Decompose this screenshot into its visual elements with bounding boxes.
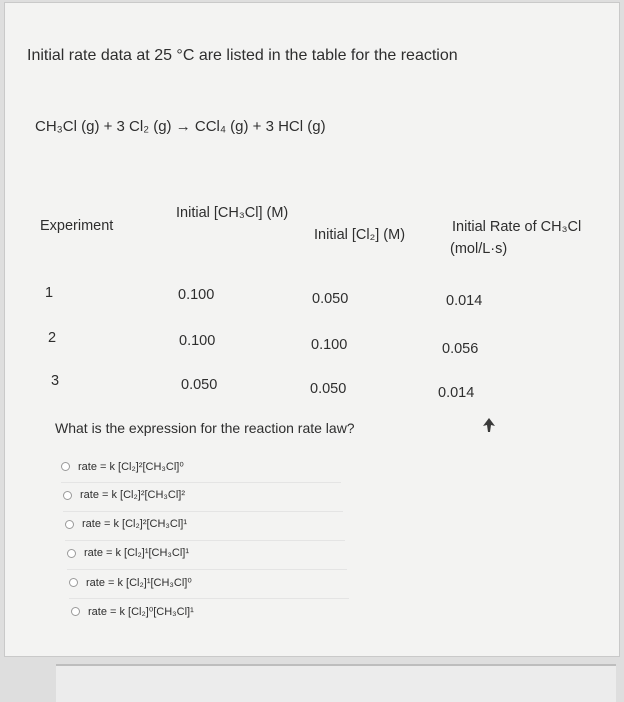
table-row-1-ch3cl: 0.100 (178, 287, 215, 303)
table-row-1-experiment: 1 (45, 285, 54, 301)
table-row-1-rate: 0.014 (446, 293, 483, 309)
header-cl2: Initial [Cl₂] (M) (314, 227, 406, 243)
mouse-pointer-icon (483, 418, 495, 432)
option-divider (61, 482, 341, 483)
option-6[interactable] (71, 605, 194, 618)
option-2[interactable] (63, 489, 185, 501)
problem-intro: Initial rate data at 25 °C are listed in the table for the reaction (27, 47, 458, 64)
radio-button-icon[interactable] (61, 462, 70, 471)
option-2-label: rate = k [Cl₂]²[CH₃Cl]² (80, 489, 186, 501)
header-ch3cl: Initial [CH₃Cl] (M) (176, 205, 289, 221)
radio-button-icon[interactable] (63, 491, 72, 500)
table-row-3-ch3cl: 0.050 (181, 377, 218, 393)
table-row-2-cl2: 0.100 (311, 337, 348, 353)
header-experiment: Experiment (40, 218, 114, 234)
option-3-label: rate = k [Cl₂]²[CH₃Cl]¹ (82, 518, 188, 530)
table-row-3-experiment: 3 (51, 373, 60, 389)
next-panel-edge (56, 664, 616, 702)
question-card (4, 2, 620, 657)
reaction-equation: CH₃Cl (g) + 3 Cl₂ (g) → CCl₄ (g) + 3 HCl (g) (35, 118, 326, 135)
question-text: What is the expression for the reaction rate law? (55, 420, 355, 436)
option-divider (69, 598, 349, 599)
option-5-label: rate = k [Cl₂]¹[CH₃Cl]⁰ (86, 577, 192, 589)
option-4[interactable] (67, 547, 189, 559)
option-5[interactable] (69, 576, 192, 589)
option-divider (67, 569, 347, 570)
option-6-label: rate = k [Cl₂]⁰[CH₃Cl]¹ (88, 606, 194, 618)
header-rate: Initial Rate of CH₃Cl (452, 219, 582, 235)
table-row-1-cl2: 0.050 (312, 291, 349, 307)
option-divider (65, 540, 345, 541)
radio-button-icon[interactable] (69, 578, 78, 587)
radio-button-icon[interactable] (65, 520, 74, 529)
option-4-label: rate = k [Cl₂]¹[CH₃Cl]¹ (84, 547, 190, 559)
table-row-3-cl2: 0.050 (310, 381, 347, 397)
radio-button-icon[interactable] (67, 549, 76, 558)
radio-button-icon[interactable] (71, 607, 80, 616)
table-row-2-rate: 0.056 (442, 341, 479, 357)
option-1-label: rate = k [Cl₂]²[CH₃Cl]⁰ (78, 461, 184, 473)
option-3[interactable] (65, 518, 187, 530)
option-1[interactable] (61, 460, 184, 473)
option-divider (63, 511, 343, 512)
header-rate-units: (mol/L·s) (450, 241, 508, 257)
table-row-2-experiment: 2 (48, 330, 57, 346)
table-row-2-ch3cl: 0.100 (179, 333, 216, 349)
table-row-3-rate: 0.014 (438, 385, 475, 401)
